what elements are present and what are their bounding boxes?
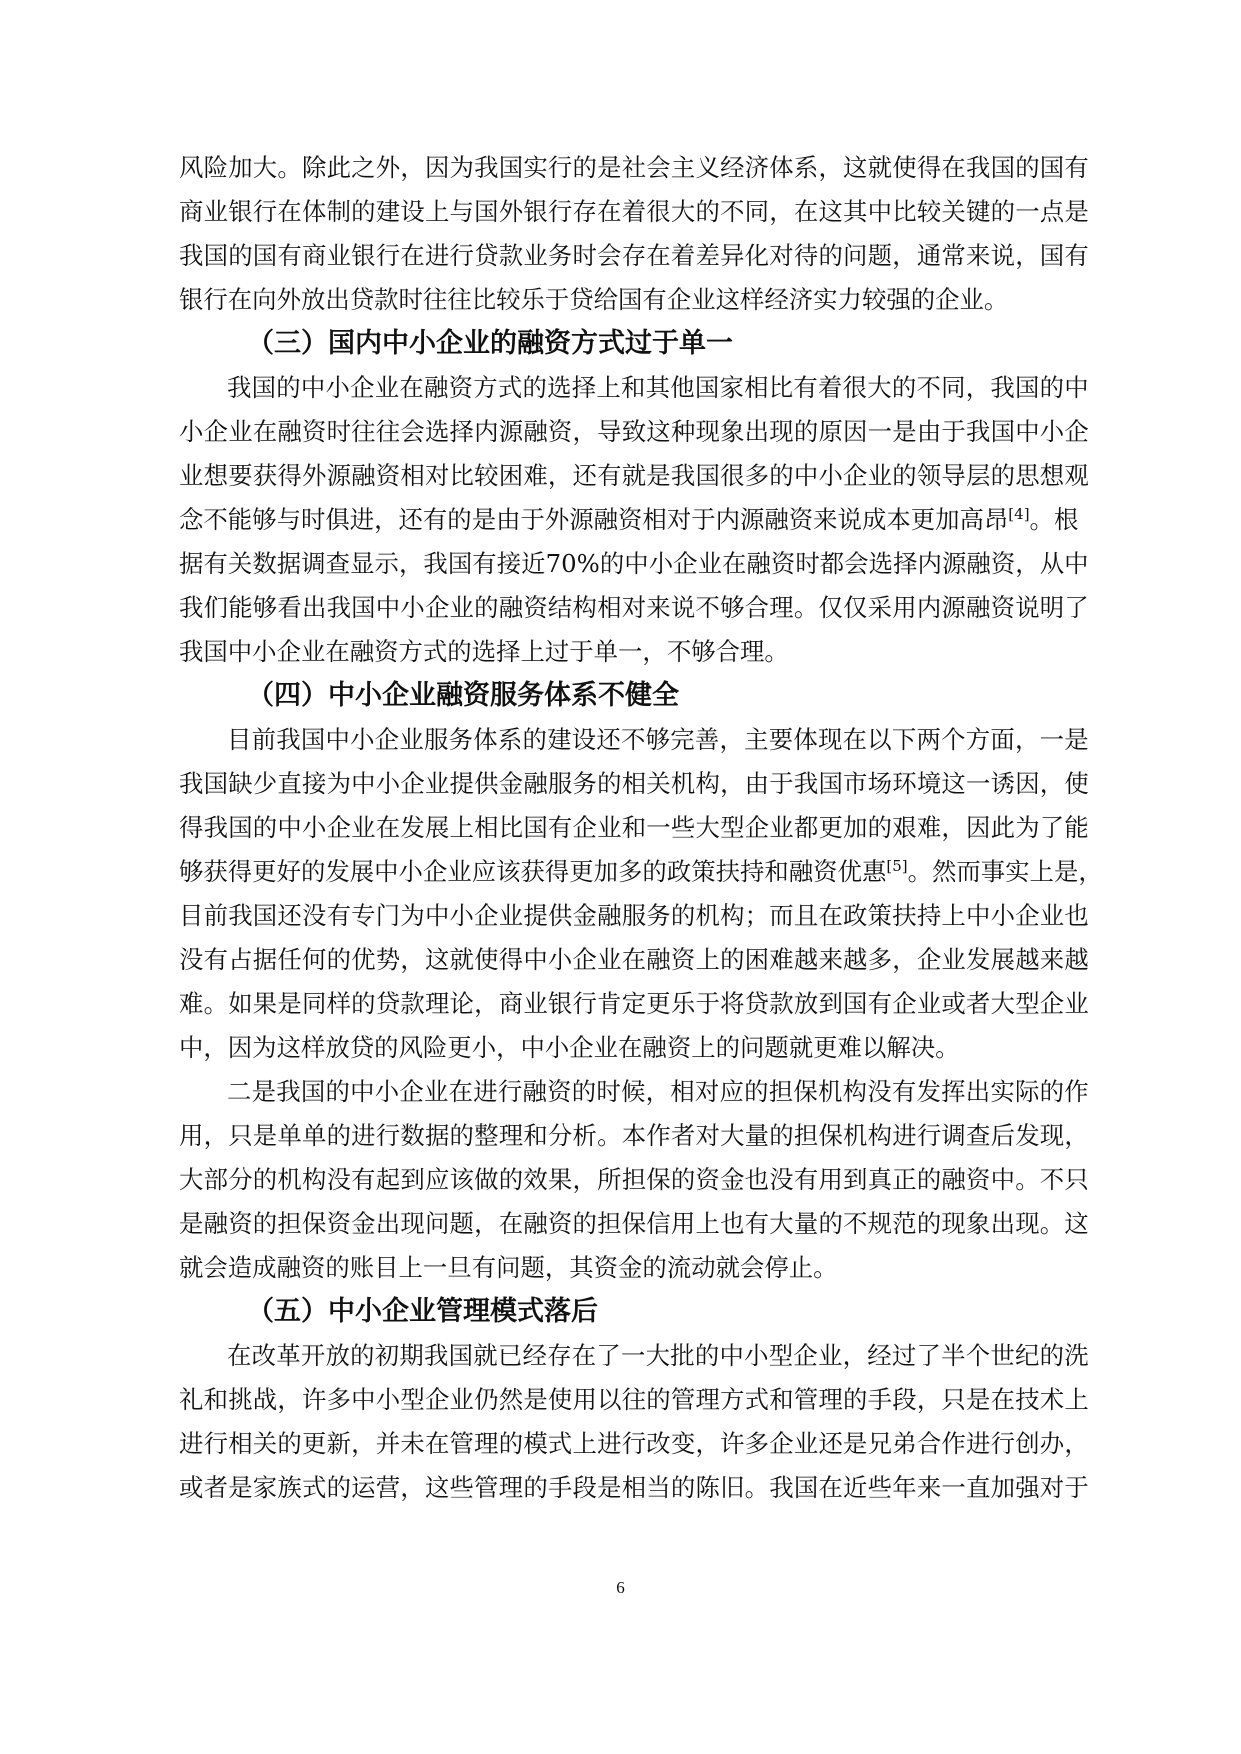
paragraph-line: 是 融 资 的 担 保 资 金 出 现 问 题 ， 在 融 资 的 担 保 信 用 上 也 有 大 量 的 不 规 范 的 现 象 出 现 。 这 bbox=[179, 1209, 1089, 1238]
section-heading-4: （四）中小企业融资服务体系不健全 bbox=[247, 680, 679, 711]
paragraph-line: 难 。 如 果 是 同 样 的 贷 款 理 论 ， 商 业 银 行 肯 定 更 乐 于 将 贷 款 放 到 国 有 企 业 或 者 大 型 企 业 bbox=[179, 989, 1089, 1018]
paragraph-line: 就会造成融资的账目上一旦有问题，其资金的流动就会停止。 bbox=[179, 1253, 838, 1282]
paragraph-line: 目 前 我 国 中 小 企 业 服 务 体 系 的 建 设 还 不 够 完 善 ， 主 要 体 现 在 以 下 两 个 方 面 ， 一 是 bbox=[227, 725, 1089, 754]
paragraph-line: 风 险 加 大 。 除 此 之 外 ， 因 为 我 国 实 行 的 是 社 会 主 义 经 济 体 系 ， 这 就 使 得 在 我 国 的 国 有 bbox=[179, 153, 1089, 182]
paragraph-line: 目 前 我 国 还 没 有 专 门 为 中 小 企 业 提 供 金 融 服 务 的 机 构 ； 而 且 在 政 策 扶 持 上 中 小 企 业 也 bbox=[179, 901, 1089, 930]
paragraph-line: 进 行 相 关 的 更 新 ， 并 未 在 管 理 的 模 式 上 进 行 改 变 ， 许 多 企 业 还 是 兄 弟 合 作 进 行 创 办 ， bbox=[179, 1429, 1089, 1458]
paragraph-line: 业 想 要 获 得 外 源 融 资 相 对 比 较 困 难 ， 还 有 就 是 我 国 很 多 的 中 小 企 业 的 领 导 层 的 思 想 观 bbox=[179, 461, 1089, 490]
citation-ref: [5] bbox=[886, 856, 908, 875]
paragraph-line: 在 改 革 开 放 的 初 期 我 国 就 已 经 存 在 了 一 大 批 的 中 小 型 企 业 ， 经 过 了 半 个 世 纪 的 洗 bbox=[227, 1341, 1089, 1370]
paragraph-line: 我国中小企业在融资方式的选择上过于单一，不够合理。 bbox=[179, 637, 789, 666]
paragraph-line: 小 企 业 在 融 资 时 往 往 会 选 择 内 源 融 资 ， 导 致 这 种 现 象 出 现 的 原 因 一 是 由 于 我 国 中 小 企 bbox=[179, 417, 1089, 446]
paragraph-line: 我 国 缺 少 直 接 为 中 小 企 业 提 供 金 融 服 务 的 相 关 机 构 ， 由 于 我 国 市 场 环 境 这 一 诱 因 ， 使 bbox=[179, 769, 1089, 798]
page-number: 6 bbox=[616, 1578, 625, 1597]
paragraph-line: 或 者 是 家 族 式 的 运 营 ， 这 些 管 理 的 手 段 是 相 当 的 陈 旧 。 我 国 在 近 些 年 来 一 直 加 强 对 于 bbox=[179, 1473, 1089, 1502]
paragraph-line: 念不能够与时俱进，还有的是由于外源融资相对于内源融资来说成本更加高昂[4]。根 bbox=[179, 504, 1079, 534]
paragraph-line: 我 们 能 够 看 出 我 国 中 小 企 业 的 融 资 结 构 相 对 来 说 不 够 合 理 。 仅 仅 采 用 内 源 融 资 说 明 了 bbox=[179, 593, 1089, 622]
paragraph-line: 商 业 银 行 在 体 制 的 建 设 上 与 国 外 银 行 存 在 着 很 大 的 不 同 ， 在 这 其 中 比 较 关 键 的 一 点 是 bbox=[179, 197, 1089, 226]
paragraph-line: 礼 和 挑 战 ， 许 多 中 小 型 企 业 仍 然 是 使 用 以 往 的 管 理 方 式 和 管 理 的 手 段 ， 只 是 在 技 术 上 bbox=[179, 1385, 1089, 1414]
paragraph-line: 二 是 我 国 的 中 小 企 业 在 进 行 融 资 的 时 候 ， 相 对 应 的 担 保 机 构 没 有 发 挥 出 实 际 的 作 bbox=[227, 1077, 1089, 1106]
paragraph-line: 没 有 占 据 任 何 的 优 势 ， 这 就 使 得 中 小 企 业 在 融 资 上 的 困 难 越 来 越 多 ， 企 业 发 展 越 来 越 bbox=[179, 945, 1089, 974]
paragraph-line: 用 ， 只 是 单 单 的 进 行 数 据 的 整 理 和 分 析 。 本 作 者 对 大 量 的 担 保 机 构 进 行 调 查 后 发 现 ， bbox=[179, 1121, 1089, 1150]
paragraph-line: 大 部 分 的 机 构 没 有 起 到 应 该 做 的 效 果 ， 所 担 保 的 资 金 也 没 有 用 到 真 正 的 融 资 中 。 不 只 bbox=[179, 1165, 1089, 1194]
paragraph-line: 据 有 关 数 据 调 查 显 示 ， 我 国 有 接 近 70% 的 中 小 企 业 在 融 资 时 都 会 选 择 内 源 融 资 ， 从 中 bbox=[179, 549, 1089, 578]
paragraph-line: 银行在向外放出贷款时往往比较乐于贷给国有企业这样经济实力较强的企业。 bbox=[179, 285, 1009, 314]
citation-ref: [4] bbox=[1008, 504, 1030, 523]
paragraph-line: 我 国 的 中 小 企 业 在 融 资 方 式 的 选 择 上 和 其 他 国 家 相 比 有 着 很 大 的 不 同 ， 我 国 的 中 bbox=[227, 373, 1089, 402]
paragraph-line: 我 国 的 国 有 商 业 银 行 在 进 行 贷 款 业 务 时 会 存 在 着 差 异 化 对 待 的 问 题 ， 通 常 来 说 ， 国 有 bbox=[179, 241, 1089, 270]
paragraph-line: 中，因为这样放贷的风险更小，中小企业在融资上的问题就更难以解决。 bbox=[179, 1033, 960, 1062]
paragraph-line: 得 我 国 的 中 小 企 业 在 发 展 上 相 比 国 有 企 业 和 一 些 大 型 企 业 都 更 加 的 艰 难 ， 因 此 为 了 能 bbox=[179, 813, 1089, 842]
section-heading-3: （三）国内中小企业的融资方式过于单一 bbox=[247, 328, 733, 359]
paragraph-line: 够获得更好的发展中小企业应该获得更加多的政策扶持和融资优惠[5]。然而事实上是， bbox=[179, 856, 1103, 886]
section-heading-5: （五）中小企业管理模式落后 bbox=[247, 1296, 598, 1327]
